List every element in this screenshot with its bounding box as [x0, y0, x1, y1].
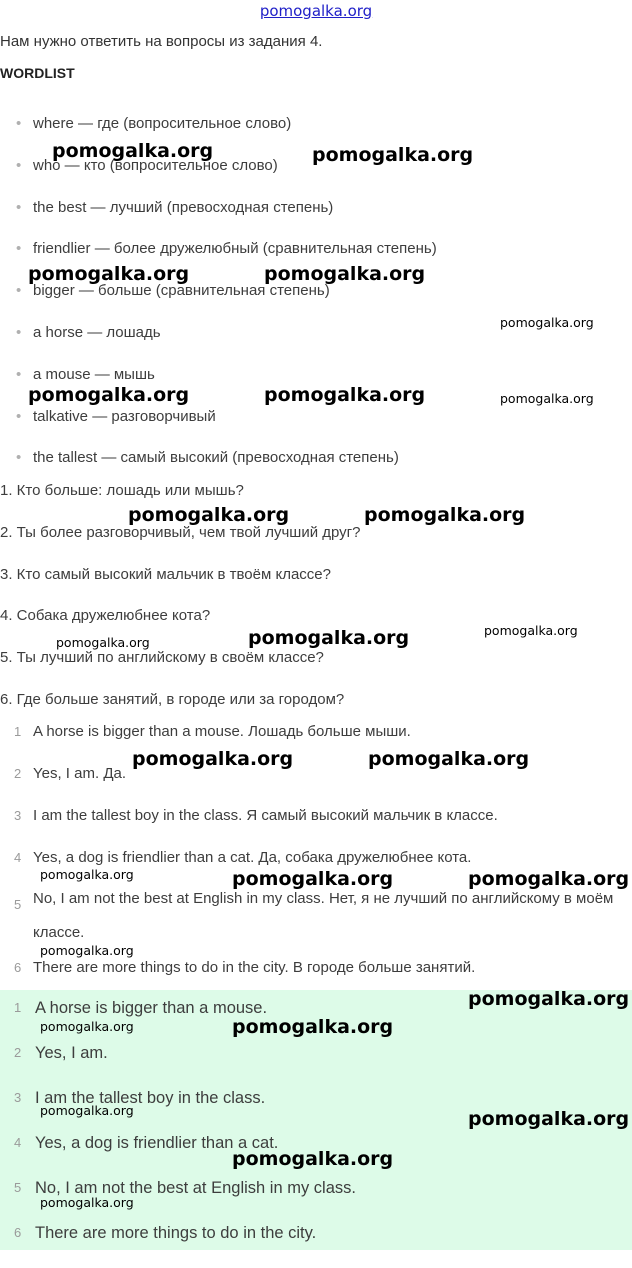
watermark-text: pomogalka.org: [52, 140, 214, 162]
watermark-text: pomogalka.org: [56, 635, 150, 650]
final-answer-item: 3 I am the tallest boy in the class.: [14, 1089, 266, 1107]
answer-item: 3 I am the tallest boy in the class. Я самый высокий мальчик в классе.: [14, 807, 498, 824]
watermark-text: pomogalka.org: [364, 504, 526, 526]
wordlist-title: WORDLIST: [0, 65, 75, 81]
final-answer-item: 4 Yes, a dog is friendlier than a cat.: [14, 1134, 279, 1152]
answer-number: 4: [14, 850, 22, 865]
final-answer-item: 1 A horse is bigger than a mouse.: [14, 999, 268, 1017]
watermark-text: pomogalka.org: [28, 263, 190, 285]
bullet-icon: •: [16, 115, 22, 132]
wordlist-item: • who — кто (вопросительное слово): [16, 156, 278, 174]
watermark-text: pomogalka.org: [40, 867, 134, 882]
watermark-text: pomogalka.org: [368, 748, 530, 770]
watermark-text: pomogalka.org: [500, 391, 594, 406]
wordlist: [0, 114, 437, 490]
bullet-icon: •: [16, 156, 22, 174]
watermark-text: pomogalka.org: [248, 627, 410, 649]
watermark-text: pomogalka.org: [232, 1016, 394, 1038]
watermark-text: pomogalka.org: [312, 144, 474, 166]
watermark-text: pomogalka.org: [232, 1148, 394, 1170]
final-answer-list: [0, 998, 356, 1268]
question-item: 4. Собака дружелюбнее кота?: [0, 607, 211, 625]
answer-number: 5: [14, 1180, 22, 1195]
answer-item: 5 No, I am not the best at English in my class. Нет, я не лучший по английскому в моём классе.: [14, 890, 614, 941]
answer-item: 2 Yes, I am. Да.: [14, 765, 126, 782]
wordlist-item: • the tallest — самый высокий (превосходная степень): [16, 449, 399, 467]
answer-number: 5: [14, 897, 22, 912]
question-item: 1. Кто больше: лошадь или мышь?: [0, 482, 244, 499]
wordlist-item: • bigger — больше (сравнительная степень): [16, 282, 330, 300]
watermark-text: pomogalka.org: [40, 1103, 134, 1118]
watermark-text: pomogalka.org: [500, 315, 594, 330]
watermark-text: pomogalka.org: [468, 1108, 630, 1130]
wordlist-item: • the best — лучший (превосходная степень): [16, 198, 334, 216]
bullet-icon: •: [16, 365, 22, 383]
wordlist-item: • talkative — разговорчивый: [16, 407, 216, 425]
watermark-text: pomogalka.org: [132, 748, 294, 770]
final-answer-item: 6 There are more things to do in the city.: [14, 1224, 317, 1242]
final-answer-item: 2 Yes, I am.: [14, 1044, 108, 1062]
bullet-icon: •: [16, 198, 22, 216]
watermark-text: pomogalka.org: [40, 1019, 134, 1034]
answer-number: 2: [14, 1045, 22, 1060]
watermark-text: pomogalka.org: [468, 868, 630, 890]
question-item: 6. Где больше занятий, в городе или за городом?: [0, 690, 345, 708]
answer-number: 2: [14, 766, 22, 781]
answer-number: 1: [14, 724, 22, 739]
watermark-text: pomogalka.org: [264, 263, 426, 285]
watermark-text: pomogalka.org: [128, 504, 290, 526]
watermark-text: pomogalka.org: [232, 868, 394, 890]
bullet-icon: •: [16, 407, 22, 425]
answer-item: 6 There are more things to do in the city. В городе больше занятий.: [14, 959, 476, 976]
wordlist-item: • where — где (вопросительное слово): [16, 115, 292, 132]
bullet-icon: •: [16, 240, 22, 258]
answer-number: 4: [14, 1135, 22, 1150]
intro-text: Нам нужно ответить на вопросы из задания 4.: [0, 33, 323, 50]
question-item: 2. Ты более разговорчивый, чем твой лучший друг?: [0, 523, 361, 541]
site-link[interactable]: pomogalka.org: [259, 2, 373, 20]
watermark-text: pomogalka.org: [264, 384, 426, 406]
question-item: 3. Кто самый высокий мальчик в твоём классе?: [0, 565, 331, 583]
watermark-text: pomogalka.org: [484, 623, 578, 638]
answer-number: 3: [14, 808, 22, 823]
wordlist-item: • a horse — лошадь: [16, 323, 161, 341]
watermark-text: pomogalka.org: [40, 943, 134, 958]
answer-number: 6: [14, 1225, 22, 1240]
bullet-icon: •: [16, 282, 22, 300]
watermark-text: pomogalka.org: [40, 1195, 134, 1210]
final-answer-item: 5 No, I am not the best at English in my class.: [14, 1179, 356, 1197]
bullet-icon: •: [16, 449, 22, 467]
watermark-text: pomogalka.org: [468, 988, 630, 1010]
wordlist-item: • a mouse — мышь: [16, 365, 155, 383]
question-item: 5. Ты лучший по английскому в своём классе?: [0, 649, 324, 667]
watermark-text: pomogalka.org: [28, 384, 190, 406]
answer-number: 3: [14, 1090, 22, 1105]
answer-number: 6: [14, 960, 22, 975]
wordlist-item: • friendlier — более дружелюбный (сравнительная степень): [16, 240, 437, 258]
answer-number: 1: [14, 1000, 22, 1015]
answer-item: 1 A horse is bigger than a mouse. Лошадь больше мыши.: [14, 723, 411, 740]
answer-item: 4 Yes, a dog is friendlier than a cat. Да, собака дружелюбнее кота.: [14, 849, 472, 866]
bullet-icon: •: [16, 323, 22, 341]
